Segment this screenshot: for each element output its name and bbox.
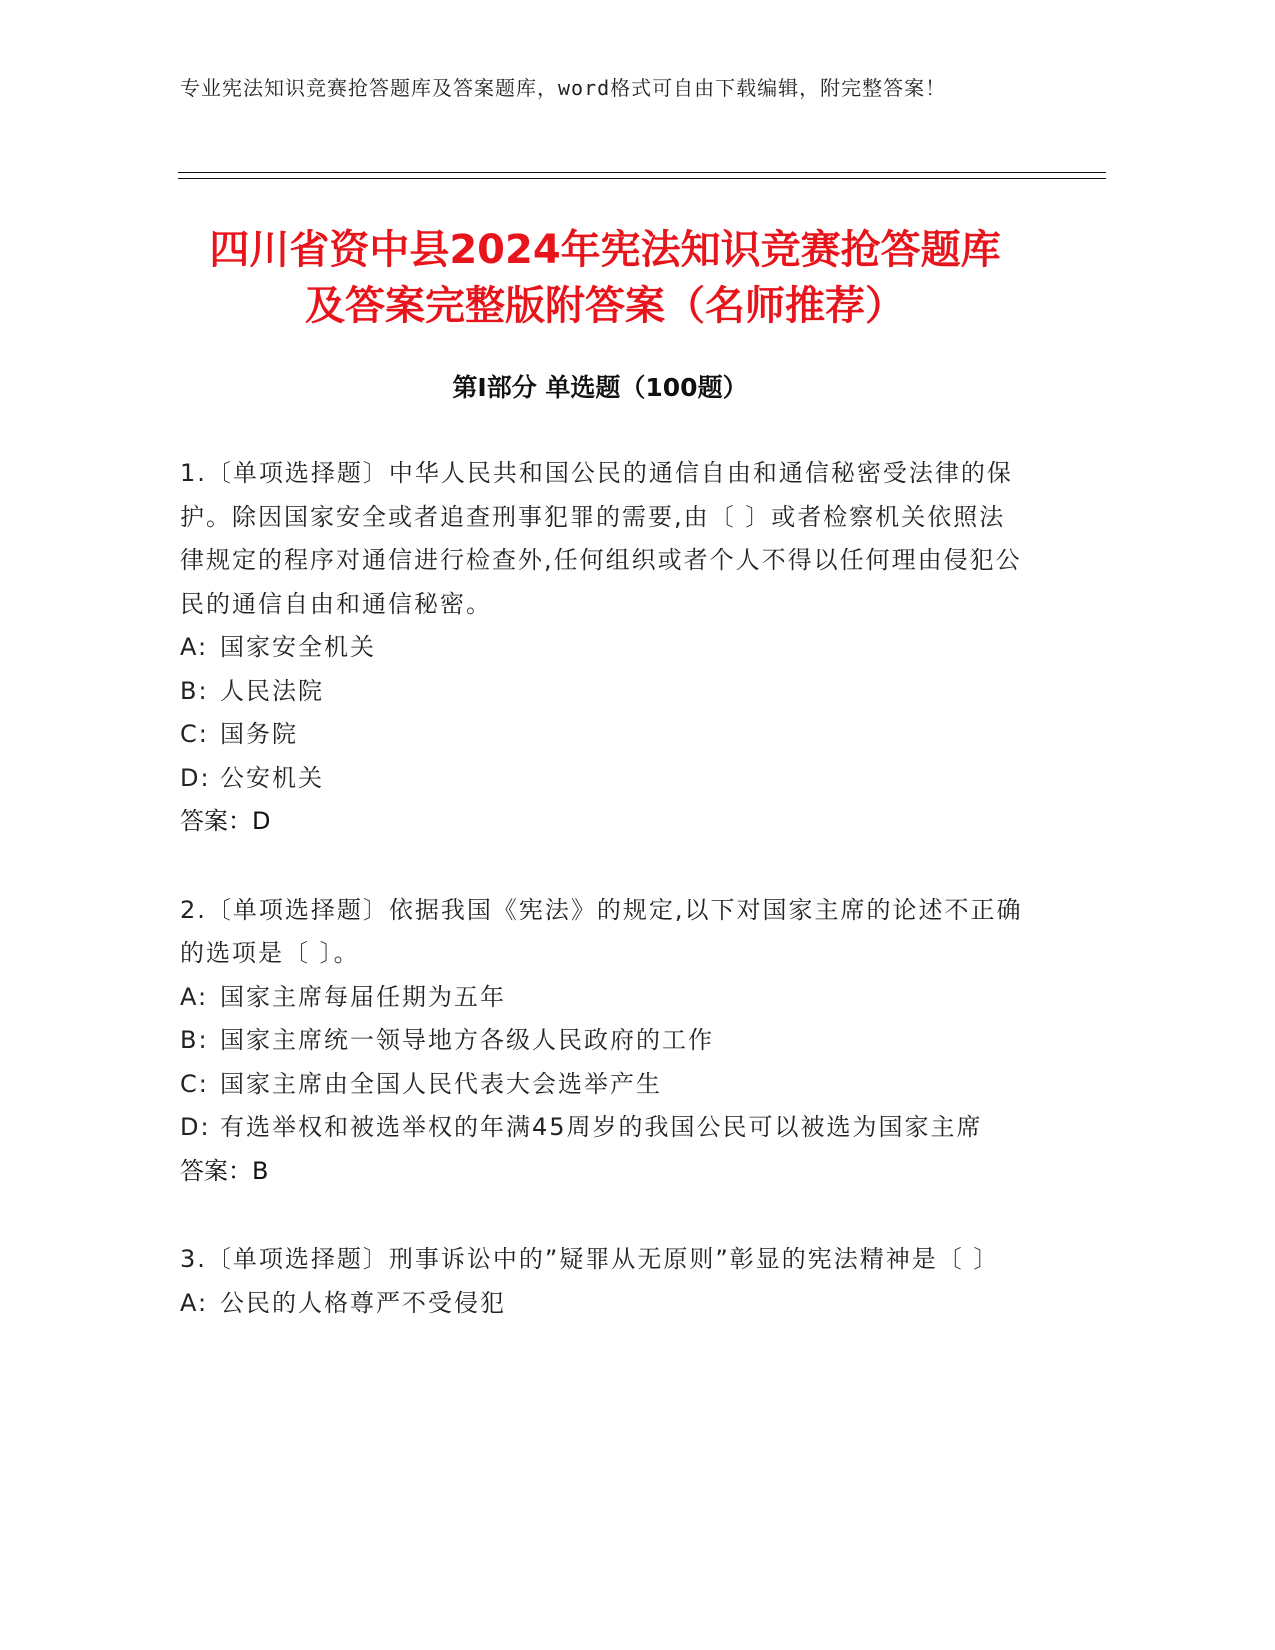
option-text: 国家主席每届任期为五年: [220, 982, 506, 1011]
document-title: [160, 222, 1050, 334]
answer-line: 答案：B: [180, 1156, 269, 1185]
question-list: [180, 452, 1030, 1370]
question-item: [180, 452, 1030, 844]
option-letter: A:: [180, 982, 209, 1011]
option-a: [180, 1282, 1030, 1326]
option-c: [180, 713, 1030, 757]
option-a: [180, 626, 1030, 670]
header-rule-top: [178, 172, 1106, 173]
document-title-line2: 及答案完整版附答案（名师推荐）: [305, 283, 905, 329]
option-letter: D:: [180, 1113, 211, 1141]
option-b: [180, 1019, 1030, 1063]
question-stem: 1.〔单项选择题〕中华人民共和国公民的通信自由和通信秘密受法律的保护。除因国家安全或者追查刑事犯罪的需要,由〔 〕或者检察机关依照法律规定的程序对通信进行检查外,任何组织或者个人不得以任何理由侵犯公民的通信自由和通信秘密。: [180, 459, 1022, 618]
option-letter: B:: [180, 676, 209, 705]
question-stem: 3.〔单项选择题〕刑事诉讼中的”疑罪从无原则”彰显的宪法精神是〔 〕: [180, 1245, 1000, 1273]
option-b: [180, 670, 1030, 714]
option-letter: C:: [180, 1069, 209, 1098]
option-text: 国家主席统一领导地方各级人民政府的工作: [220, 1026, 714, 1054]
option-text: 国务院: [220, 720, 298, 748]
header-rule-bottom: [178, 178, 1106, 179]
option-text: 有选举权和被选举权的年满45周岁的我国公民可以被选为国家主席: [220, 1113, 983, 1141]
option-text: 国家安全机关: [220, 633, 376, 661]
option-letter: C:: [180, 720, 209, 748]
option-letter: A:: [180, 1288, 209, 1317]
option-text: 公民的人格尊严不受侵犯: [220, 1288, 506, 1317]
option-a: [180, 976, 1030, 1020]
answer-line: 答案：D: [180, 807, 271, 835]
option-letter: A:: [180, 633, 209, 661]
section-title: 第Ⅰ部分 单选题（100题）: [452, 373, 748, 402]
question-item: [180, 889, 1030, 1194]
option-text: 公安机关: [220, 763, 324, 792]
header-note: 专业宪法知识竞赛抢答题库及答案题库，word格式可自由下载编辑，附完整答案！: [180, 76, 947, 100]
document-title-line1: 四川省资中县2024年宪法知识竞赛抢答题库: [209, 227, 1001, 273]
option-text: 国家主席由全国人民代表大会选举产生: [220, 1069, 662, 1098]
option-letter: B:: [180, 1026, 209, 1054]
option-letter: D:: [180, 763, 211, 792]
option-c: [180, 1063, 1030, 1107]
question-stem: 2.〔单项选择题〕依据我国《宪法》的规定,以下对国家主席的论述不正确的选项是〔 〕。: [180, 895, 1023, 967]
option-text: 人民法院: [220, 676, 324, 705]
option-d: [180, 1106, 1030, 1150]
option-d: [180, 757, 1030, 801]
question-item: [180, 1238, 1030, 1325]
